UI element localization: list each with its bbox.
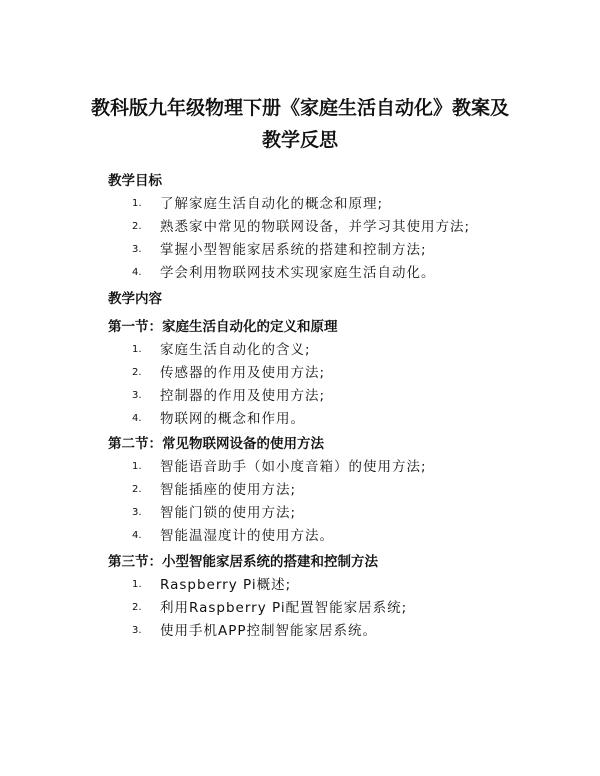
section1-heading: 第一节：家庭生活自动化的定义和原理 [108,319,338,335]
list-item-text: 利用Raspberry Pi配置智能家居系统; [160,600,408,616]
list-item-text: 熟悉家中常见的物联网设备，并学习其使用方法; [160,219,471,235]
list-item-number: 4. [132,413,142,424]
list-item-text: 家庭生活自动化的含义; [160,342,311,358]
list-item-number: 3. [132,507,142,518]
list-item-text: 传感器的作用及使用方法; [160,365,326,381]
list-item-number: 2. [132,602,142,613]
list-item-text: 使用手机APP控制智能家居系统。 [160,623,378,639]
list-item-number: 1. [132,579,142,590]
list-item-number: 3. [132,244,142,255]
list-item-text: 智能温湿度计的使用方法。 [160,528,334,544]
list-item-number: 3. [132,625,142,636]
list-item-text: 掌握小型智能家居系统的搭建和控制方法; [160,242,427,258]
list-item-number: 2. [132,484,142,495]
list-item-text: 学会利用物联网技术实现家庭生活自动化。 [160,265,436,281]
list-item-text: 物联网的概念和作用。 [160,411,305,427]
list-item-text: 控制器的作用及使用方法; [160,388,326,404]
list-item-number: 2. [132,367,142,378]
section2-heading: 第二节：常见物联网设备的使用方法 [108,436,324,452]
list-item-number: 1. [132,461,142,472]
content-heading: 教学内容 [108,291,162,307]
list-item-text: 智能插座的使用方法; [160,482,297,498]
list-item-text: 了解家庭生活自动化的概念和原理; [160,196,384,212]
list-item-number: 1. [132,344,142,355]
objectives-heading: 教学目标 [108,173,162,189]
list-item-number: 1. [132,198,142,209]
section3-heading: 第三节：小型智能家居系统的搭建和控制方法 [108,554,378,570]
list-item-number: 4. [132,267,142,278]
list-item-number: 2. [132,221,142,232]
list-item-number: 4. [132,530,142,541]
document-title: 教科版九年级物理下册《家庭生活自动化》教案及教学反思 [90,97,509,151]
list-item-text: 智能语音助手（如小度音箱）的使用方法; [160,459,427,475]
list-item-number: 3. [132,390,142,401]
list-item-text: 智能门锁的使用方法; [160,505,297,521]
list-item-text: Raspberry Pi概述; [160,577,292,593]
